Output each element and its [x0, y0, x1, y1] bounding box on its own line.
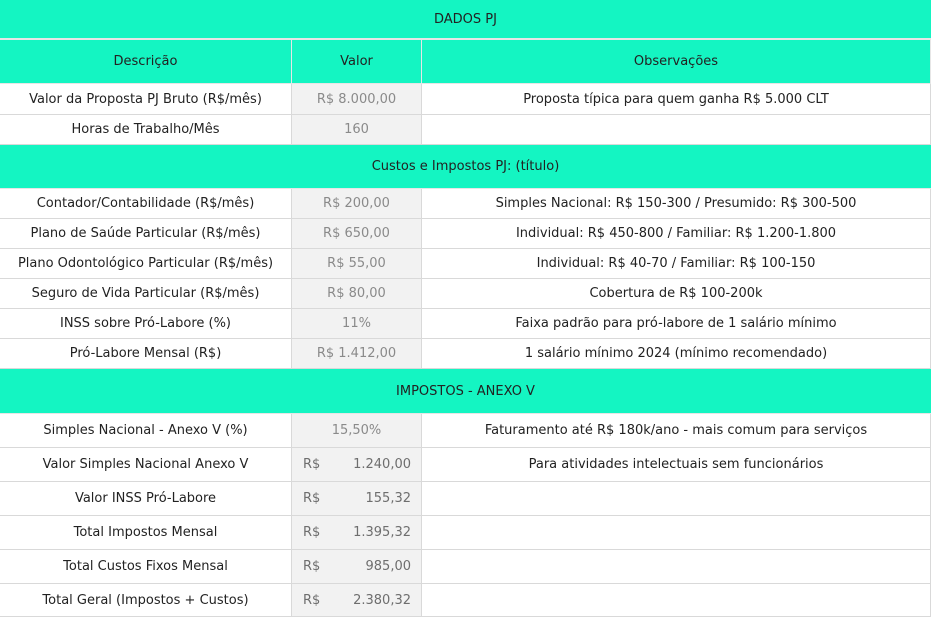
header-descricao[interactable]: Descrição: [0, 40, 292, 84]
row-value[interactable]: R$ 80,00: [292, 279, 422, 309]
row-value[interactable]: 11%: [292, 309, 422, 339]
row-observation[interactable]: Faturamento até R$ 180k/ano - mais comum para serviços: [422, 414, 931, 448]
row-label[interactable]: Total Geral (Impostos + Custos): [0, 584, 292, 617]
amount: 1.395,32: [353, 525, 411, 540]
currency-symbol: R$: [303, 559, 321, 574]
section-title[interactable]: Custos e Impostos PJ: (título): [0, 145, 931, 189]
row-observation[interactable]: [422, 482, 931, 516]
currency-symbol: R$: [303, 457, 321, 472]
row-label[interactable]: Valor INSS Pró-Labore: [0, 482, 292, 516]
section-header-impostos: [0, 369, 931, 414]
row-label[interactable]: Contador/Contabilidade (R$/mês): [0, 189, 292, 219]
table-row: [0, 550, 931, 584]
table-row: [0, 339, 931, 369]
table-row: [0, 448, 931, 482]
table-row: [0, 482, 931, 516]
row-observation[interactable]: [422, 584, 931, 617]
row-value[interactable]: 15,50%: [292, 414, 422, 448]
row-observation[interactable]: [422, 115, 931, 145]
row-value[interactable]: [292, 448, 422, 482]
amount: 985,00: [365, 559, 411, 574]
table-row: [0, 115, 931, 145]
row-value[interactable]: [292, 516, 422, 550]
row-observation[interactable]: 1 salário mínimo 2024 (mínimo recomendado): [422, 339, 931, 369]
table-row: [0, 309, 931, 339]
amount: 1.240,00: [353, 457, 411, 472]
section-header-custos: [0, 145, 931, 189]
row-label[interactable]: Plano de Saúde Particular (R$/mês): [0, 219, 292, 249]
section-title[interactable]: DADOS PJ: [0, 0, 931, 39]
column-headers: [0, 39, 931, 84]
section-header-dados: [0, 0, 931, 39]
row-value[interactable]: R$ 650,00: [292, 219, 422, 249]
table-row: [0, 279, 931, 309]
header-observacoes[interactable]: Observações: [422, 40, 931, 84]
row-label[interactable]: INSS sobre Pró-Labore (%): [0, 309, 292, 339]
row-label[interactable]: Horas de Trabalho/Mês: [0, 115, 292, 145]
row-value[interactable]: [292, 550, 422, 584]
currency-symbol: R$: [303, 592, 321, 608]
row-label[interactable]: Total Impostos Mensal: [0, 516, 292, 550]
currency-symbol: R$: [303, 525, 321, 540]
row-label[interactable]: Seguro de Vida Particular (R$/mês): [0, 279, 292, 309]
row-label[interactable]: Valor da Proposta PJ Bruto (R$/mês): [0, 84, 292, 115]
table-row: [0, 414, 931, 448]
row-label[interactable]: Pró-Labore Mensal (R$): [0, 339, 292, 369]
header-valor[interactable]: Valor: [292, 40, 422, 84]
row-observation[interactable]: Faixa padrão para pró-labore de 1 salário mínimo: [422, 309, 931, 339]
row-value[interactable]: 160: [292, 115, 422, 145]
row-observation[interactable]: [422, 550, 931, 584]
row-value[interactable]: [292, 584, 422, 617]
row-label[interactable]: Valor Simples Nacional Anexo V: [0, 448, 292, 482]
amount: 155,32: [365, 491, 411, 506]
row-label[interactable]: Total Custos Fixos Mensal: [0, 550, 292, 584]
row-label[interactable]: Simples Nacional - Anexo V (%): [0, 414, 292, 448]
row-value[interactable]: [292, 482, 422, 516]
table-row: [0, 516, 931, 550]
table-row: [0, 219, 931, 249]
row-value[interactable]: R$ 1.412,00: [292, 339, 422, 369]
row-observation[interactable]: Para atividades intelectuais sem funcionários: [422, 448, 931, 482]
table-row: [0, 84, 931, 115]
row-observation[interactable]: Simples Nacional: R$ 150-300 / Presumido: R$ 300-500: [422, 189, 931, 219]
table-row: [0, 249, 931, 279]
row-value[interactable]: R$ 8.000,00: [292, 84, 422, 115]
row-value[interactable]: R$ 200,00: [292, 189, 422, 219]
row-observation[interactable]: [422, 516, 931, 550]
row-observation[interactable]: Individual: R$ 450-800 / Familiar: R$ 1.200-1.800: [422, 219, 931, 249]
row-value[interactable]: R$ 55,00: [292, 249, 422, 279]
section-title[interactable]: IMPOSTOS - ANEXO V: [0, 369, 931, 414]
row-observation[interactable]: Cobertura de R$ 100-200k: [422, 279, 931, 309]
row-label[interactable]: Plano Odontológico Particular (R$/mês): [0, 249, 292, 279]
row-observation[interactable]: Individual: R$ 40-70 / Familiar: R$ 100-150: [422, 249, 931, 279]
table-row: [0, 189, 931, 219]
row-observation[interactable]: Proposta típica para quem ganha R$ 5.000 CLT: [422, 84, 931, 115]
currency-symbol: R$: [303, 491, 321, 506]
amount: 2.380,32: [353, 592, 411, 608]
table-row: [0, 584, 931, 617]
